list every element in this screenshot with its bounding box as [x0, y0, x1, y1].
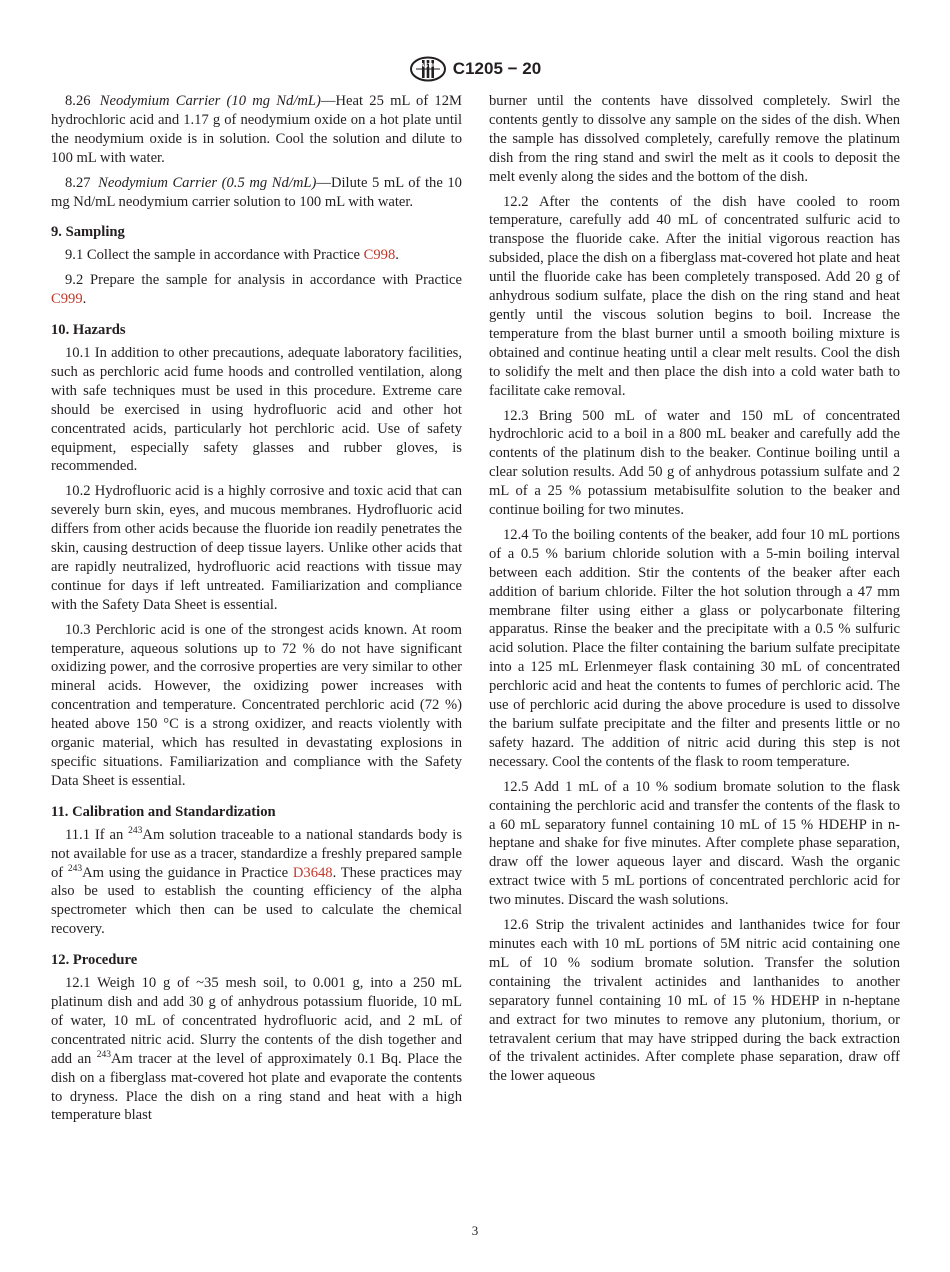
section-11-1: 11.1 If an $^{243}$Am solution traceable to a national standards body is not available for use as a tracer, standardize a freshly prepared sample of $^{243}$Am using the guidance in Practice D3648. These practices may also be used to establish the counting efficiency of the alpha spectrometer which then can be used to calculate the chemical recovery.	[51, 825, 463, 938]
ref-link-c999[interactable]: C999	[51, 291, 83, 308]
section-10-1: 10.1 In addition to other precautions, adequate laboratory facilities, such as perchloric acid fume hoods and controlled ventilation, along with safe techniques must be used in this procedure. Extreme care should be exercised in using hydrofluoric acid and other hot concentrated acids, particularly hot perchloric acid. Use of safety equipment, especially safety glasses and rubber gloves, is recommended.	[51, 344, 462, 475]
section-12-1: 12.1 Weigh 10 g of ~35 mesh soil, to 0.001 g, into a 250 mL platinum dish and add 30 g of anhydrous potassium fluoride, 10 mL of water, 10 mL of concentrated hydrofluoric acid, and 2 mL of concentrated nitric acid. Slurry the contents of the dish together and add an $^{243}$Am tracer at the level of approximately 0.1 Bq. Place the dish on a fiberglass mat-covered hot plate and evaporate the contents to dryness. Place the dish on a ring stand and heat with a high temperature blast	[51, 975, 462, 1124]
section-12-1-continued: burner until the contents have dissolved completely. Swirl the contents gently to dissolve any sample on the sides of the dish. When the sample has dissolved completely, carefully remove the platinum dish from the ring stand and swirl the melt as it cools to deposit the melt evenly along the sides and the bottom of the dish.	[489, 93, 900, 185]
svg-text:ASTM: ASTM	[420, 63, 435, 69]
heading-hazards: 10. Hazards	[51, 322, 126, 339]
left-column	[51, 92, 462, 1131]
section-8-26: 8.26 Neodymium Carrier (10 mg Nd/mL)—Heat 25 mL of 12M hydrochloric acid and 1.17 g of neodymium oxide on a hot plate until the neodymium oxide is in solution. Cool the solution and dilute to 100 mL with water.	[51, 93, 462, 166]
section-12-2: 12.2 After the contents of the dish have cooled to room temperature, carefully add 40 mL of concentrated sulfuric acid to transpose the fluoride cake. After the initial vigorous reaction has subsided, place the dish on a fiberglass mat-covered hot plate and heat until the fluoride cake has been completely transposed. Add 20 g of anhydrous sodium sulfate, place the dish on the ring stand and heat gently until the viscous solution begins to boil. Increase the temperature from the blast burner until a smooth boiling mixture is obtained and continue heating until a clear melt results. Cool the dish to solidify the melt and then place the dish into a cold water bath to facilitate cake removal.	[489, 193, 900, 399]
section-9-1: 9.1 Collect the sample in accordance with Practice C998.	[65, 247, 399, 264]
section-9-2: 9.2 Prepare the sample for analysis in accordance with Practice C999.	[51, 272, 462, 308]
heading-calibration: 11. Calibration and Standardization	[51, 803, 276, 820]
page-header	[0, 56, 950, 87]
page-number: 3	[471, 1223, 479, 1238]
section-10-3: 10.3 Perchloric acid is one of the strongest acids known. At room temperature, aqueous solutions up to 72 % do not have significant oxidizing power, and the corrosive properties are very similar to other mineral acids. However, the oxidizing power increases with concentration and temperature. Concentrated perchloric acid (72 %) heated above 150 °C is a strong oxidizer, and reacts violently with organic material, which has resulted in devastating explosions in specific situations. Familiarization and compliance with the Safety Data Sheet is essential.	[51, 621, 462, 789]
section-12-5: 12.5 Add 1 mL of a 10 % sodium bromate solution to the flask containing the perchloric acid and transfer the contents of the flask to a 60 mL separatory funnel containing 10 mL of 15 % HDEHP in n-heptane and shake for five minutes. After complete phase separation, draw off the lower aqueous layer and discard. Wash the organic extract twice with 5 mL portions of concentrated perchloric acid for two minutes. Discard the wash solutions.	[489, 778, 900, 909]
astm-logo-icon	[409, 56, 447, 82]
heading-sampling: 9. Sampling	[51, 224, 125, 241]
heading-procedure: 12. Procedure	[51, 952, 138, 969]
right-column	[489, 92, 900, 1092]
ref-link-c998[interactable]: C998	[363, 247, 396, 264]
ref-link-d3648[interactable]: D3648	[292, 864, 333, 881]
section-12-3: 12.3 Bring 500 mL of water and 150 mL of concentrated hydrochloric acid to a boil in a 800 mL beaker and carefully add the contents of the platinum dish to the beaker. Continue boiling until a clear solution results. Add 50 g of anhydrous potassium sulfate and 2 mL of a 25 % potassium metabisulfite solution to the beaker and continue boiling for two minutes.	[489, 407, 900, 519]
standard-designation: C1205 − 20	[452, 59, 542, 78]
section-12-6: 12.6 Strip the trivalent actinides and lanthanides twice for four minutes each with 10 mL portions of 5M nitric acid containing one mL of 10 % sodium bromate solution. Transfer the solution containing the trivalent actinides and lanthanides to another separatory funnel containing 10 mL of 15 % HDEHP in n-heptane and extract for two minutes to remove any plutonium, thorium, or tetravalent cerium that may have stripped during the back extraction of the trivalent actinides. After complete phase separation, draw off the lower aqueous	[489, 917, 900, 1085]
section-12-4: 12.4 To the boiling contents of the beaker, add four 10 mL portions of a 0.5 % barium chloride solution with a 5-min boiling interval between each addition. Stir the contents of the beaker after each addition of barium chloride. Filter the hot solution through a 47 mm membrane filter using either a glass or polycarbonate filtering apparatus. Rinse the beaker and the precipitate with a 0.5 % sulfuric acid solution. Place the filter containing the barium sulfate precipitate into a 125 mL Erlenmeyer flask containing 30 mL of concentrated perchloric acid and heat the contents to fumes of perchloric acid. The use of perchloric acid during the above procedure is used to dissolve the barium sulfate precipitate and the filter and presents little or no safety hazard. The addition of nitric acid during this step is not necessary. Cool the contents of the flask to room temperature.	[489, 526, 900, 770]
section-8-27: 8.27 Neodymium Carrier (0.5 mg Nd/mL)—Dilute 5 mL of the 10 mg Nd/mL neodymium carrier solution to 100 mL with water.	[51, 174, 462, 210]
section-10-2: 10.2 Hydrofluoric acid is a highly corrosive and toxic acid that can severely burn skin, eyes, and mucous membranes. Hydrofluoric acid differs from other acids because the fluoride ion readily penetrates the skin, causing destruction of deep tissue layers. Unlike other acids that are rapidly neutralized, hydrofluoric acid reactions with tissue may continue for days if left untreated. Familiarization and compliance with the Safety Data Sheet is essential.	[51, 483, 462, 613]
